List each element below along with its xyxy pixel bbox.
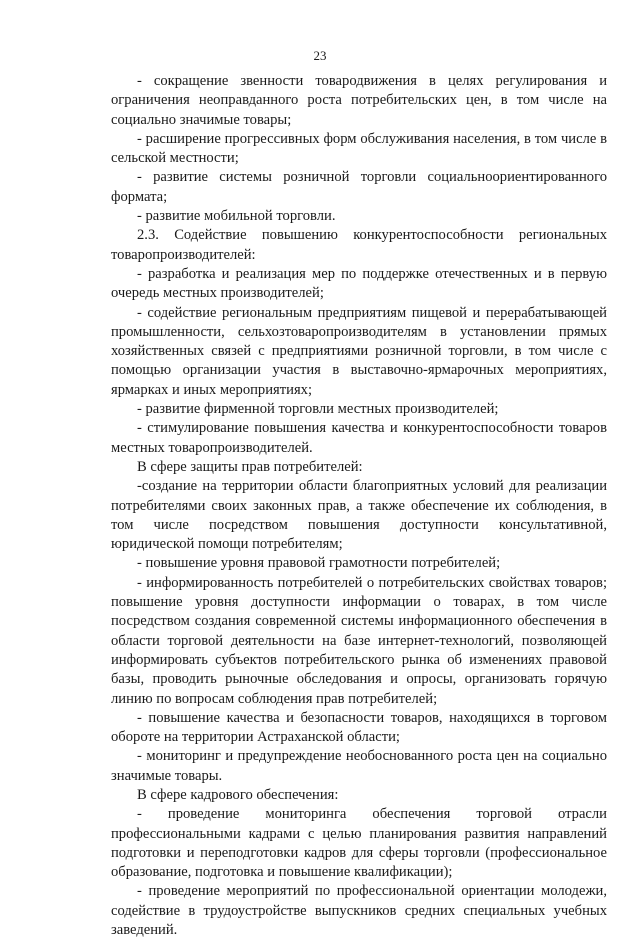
paragraph-18: - проведение мероприятий по профессиональной ориентации молодежи, содействие в трудоустройстве выпускников средних специальных учебных заведений. — [111, 883, 607, 939]
paragraph-8: - развитие фирменной торговли местных производителей; — [137, 401, 499, 418]
paragraph-14: - повышение качества и безопасности товаров, находящихся в торговом обороте на территории Астраханской области; — [111, 709, 607, 746]
section-heading-2-3: 2.3. Содействие повышению конкурентоспособности региональных товаропроизводителей: — [111, 227, 607, 263]
section-heading-consumer-rights: В сфере защиты прав потребителей: — [137, 458, 363, 475]
paragraph-6: - разработка и реализация мер по поддержке отечественных и в первую очередь местных производителей; — [111, 265, 607, 302]
section-heading-staffing: В сфере кадрового обеспечения: — [137, 786, 339, 803]
paragraph-13: - информированность потребителей о потребительских свойствах товаров; повышение уровня доступности информации о товарах, в том числе посредством создания современной системы информационного обеспечения в области торговой деятельности на базе интернет-технологий, позволяющей информировать субъектов потребительского рынка об изменениях правовой базы, проводить рыночные обследования и опросы, организовать горячую линию по вопросам соблюдения прав потребителей; — [111, 574, 607, 707]
paragraph-3: - развитие системы розничной торговли социальноориентированного формата; — [111, 169, 607, 205]
paragraph-12: - повышение уровня правовой грамотности потребителей; — [137, 555, 501, 572]
paragraph-9: - стимулирование повышения качества и конкурентоспособности товаров местных товаропроизводителей. — [111, 420, 607, 456]
paragraph-4: - развитие мобильной торговли. — [137, 208, 336, 225]
paragraph-11: -создание на территории области благоприятных условий для реализации потребителями своих законных прав, а также обеспечение их соблюдения, в том числе посредством повышения доступности консультативной, юридической помощи потребителям; — [111, 478, 607, 553]
paragraph-15: - мониторинг и предупреждение необоснованного роста цен на социально значимые товары. — [111, 748, 607, 784]
paragraph-1: - сокращение звенности товародвижения в целях регулирования и ограничения неоправданного роста потребительских цен, в том числе на социально значимые товары; — [111, 73, 607, 128]
paragraph-7: - содействие региональным предприятиям пищевой и перерабатывающей промышленности, сельхозтоваропроизводителям в установлении прямых хозяйственных связей с предприятиями розничной торговли, в том числе с помощью организации участия в выставочно-ярмарочных мероприятиях, ярмарках и иных мероприятиях; — [111, 304, 607, 398]
paragraph-17: - проведение мониторинга обеспечения торговой отрасли профессиональными кадрами с целью планирования развития направлений подготовки и переподготовки кадров для сферы торговли (профессиональное образование, подготовка и повышение квалификации); — [111, 806, 607, 881]
document-body — [111, 72, 607, 940]
page-number: 23 — [313, 48, 327, 63]
paragraph-2: - расширение прогрессивных форм обслуживания населения, в том числе в сельской местности; — [111, 130, 607, 167]
